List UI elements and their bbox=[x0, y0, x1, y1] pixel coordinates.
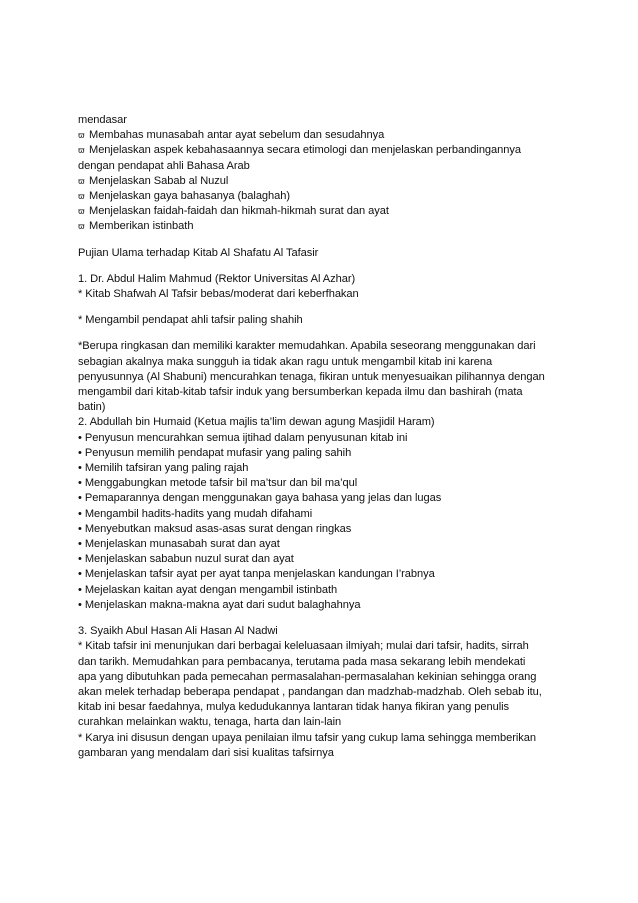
paragraph-gap bbox=[78, 302, 568, 313]
list-item: • Penyusun memilih pendapat mufasir yang paling sahih bbox=[78, 446, 352, 459]
text-line: sebagian akalnya maka sungguh ia tidak akan ragu untuk mengambil kitab ini karena bbox=[78, 355, 493, 368]
section-heading: Pujian Ulama terhadap Kitab Al Shafatu Al Tafasir bbox=[78, 246, 319, 259]
list-item: • Menggabungkan metode tafsir bil ma’tsur dan bil ma’qul bbox=[78, 477, 358, 490]
symbol-list-item bbox=[78, 204, 568, 219]
list-item: • Penyusun mencurahkan semua ijtihad dalam penyusunan kitab ini bbox=[78, 431, 408, 444]
list-item-text: Memberikan istinbath bbox=[89, 220, 194, 233]
text-line: * Mengambil pendapat ahli tafsir paling shahih bbox=[78, 314, 303, 327]
document-page bbox=[78, 113, 568, 761]
text-line: dengan pendapat ahli Bahasa Arab bbox=[78, 159, 250, 172]
text-line: *Berupa ringkasan dan memiliki karakter memudahkan. Apabila seseorang menggunakan dari bbox=[78, 340, 536, 353]
bullet-symbol-icon: ϖ bbox=[78, 176, 85, 186]
text-line: mengambil dari kitab-kitab tafsir induk yang bersumberkan kepada ilmu dan bashirah (mata bbox=[78, 386, 523, 399]
text-line: batin) bbox=[78, 401, 106, 414]
list-item-text: Menjelaskan aspek kebahasaannya secara etimologi dan menjelaskan perbandingannya bbox=[89, 144, 522, 157]
text-line: mendasar bbox=[78, 114, 127, 126]
text-line: * Karya ini disusun dengan upaya penilaian ilmu tafsir yang cukup lama sehingga memberikan bbox=[78, 731, 537, 744]
list-item: • Menyebutkan maksud asas-asas surat dengan ringkas bbox=[78, 522, 352, 535]
bullet-symbol-icon: ϖ bbox=[78, 192, 85, 202]
paragraph-gap bbox=[78, 261, 568, 272]
text-line: kitab ini besar faedahnya, mulya kedudukannya lantaran tidak hanya fikiran yang penulis bbox=[78, 701, 510, 714]
bullet-symbol-icon: ϖ bbox=[78, 146, 85, 156]
list-item: • Mejelaskan kaitan ayat dengan mengambil istinbath bbox=[78, 583, 338, 596]
symbol-list-item bbox=[78, 128, 568, 143]
text-line: dan tarikh. Memudahkan para pembacanya, terutama pada masa sekarang lebih mendekati bbox=[78, 655, 526, 668]
list-item: • Menjelaskan makna-makna ayat dari sudut balaghahnya bbox=[78, 598, 361, 611]
text-line: gambaran yang mendalam dari sisi kualitas tafsirnya bbox=[78, 746, 334, 759]
list-item-text: Membahas munasabah antar ayat sebelum dan sesudahnya bbox=[89, 129, 385, 142]
list-item-text: Menjelaskan Sabab al Nuzul bbox=[89, 174, 229, 187]
list-item: • Mengambil hadits-hadits yang mudah difahami bbox=[78, 507, 313, 520]
text-line: * Kitab Shafwah Al Tafsir bebas/moderat dari keberfhakan bbox=[78, 288, 359, 301]
paragraph-gap bbox=[78, 613, 568, 624]
text-line: curahkan melainkan waktu, tenaga, harta dan lain-lain bbox=[78, 716, 342, 729]
text-line: akan melek terhadap beberapa pendapat , pandangan dan madzhab-madzhab. Oleh sebab itu, bbox=[78, 685, 542, 698]
list-item: • Pemaparannya dengan menggunakan gaya bahasa yang jelas dan lugas bbox=[78, 492, 442, 505]
text-line: apa yang dibutuhkan pada pemecahan permasalahan-permasalahan kekinian sehingga orang bbox=[78, 670, 537, 683]
scholar-name: 1. Dr. Abdul Halim Mahmud (Rektor Universitas Al Azhar) bbox=[78, 272, 356, 285]
list-item: • Memilih tafsiran yang paling rajah bbox=[78, 462, 249, 475]
list-item: • Menjelaskan sababun nuzul surat dan ayat bbox=[78, 553, 294, 566]
scholar-name: 3. Syaikh Abul Hasan Ali Hasan Al Nadwi bbox=[78, 625, 278, 638]
symbol-list-item bbox=[78, 143, 568, 158]
list-item-text: Menjelaskan faidah-faidah dan hikmah-hikmah surat dan ayat bbox=[89, 205, 389, 218]
symbol-list-item bbox=[78, 219, 568, 234]
bullet-symbol-icon: ϖ bbox=[78, 222, 85, 232]
bullet-symbol-icon: ϖ bbox=[78, 131, 85, 141]
list-item: • Menjelaskan tafsir ayat per ayat tanpa menjelaskan kandungan I’rabnya bbox=[78, 568, 435, 581]
symbol-list-item bbox=[78, 189, 568, 204]
paragraph-gap bbox=[78, 328, 568, 339]
symbol-list-item bbox=[78, 174, 568, 189]
paragraph-gap bbox=[78, 235, 568, 246]
text-line: * Kitab tafsir ini menunjukan dari berbagai keleluasaan ilmiyah; mulai dari tafsir, hadits, sirrah bbox=[78, 640, 529, 653]
bullet-symbol-icon: ϖ bbox=[78, 207, 85, 217]
list-item: • Menjelaskan munasabah surat dan ayat bbox=[78, 538, 280, 551]
list-item-text: Menjelaskan gaya bahasanya (balaghah) bbox=[89, 190, 291, 203]
scholar-name: 2. Abdullah bin Humaid (Ketua majlis ta’lim dewan agung Masjidil Haram) bbox=[78, 416, 435, 429]
text-line: penyusunnya (Al Shabuni) mencurahkan tenaga, fikiran untuk menyesuaikan pilihannya dengan bbox=[78, 370, 545, 383]
